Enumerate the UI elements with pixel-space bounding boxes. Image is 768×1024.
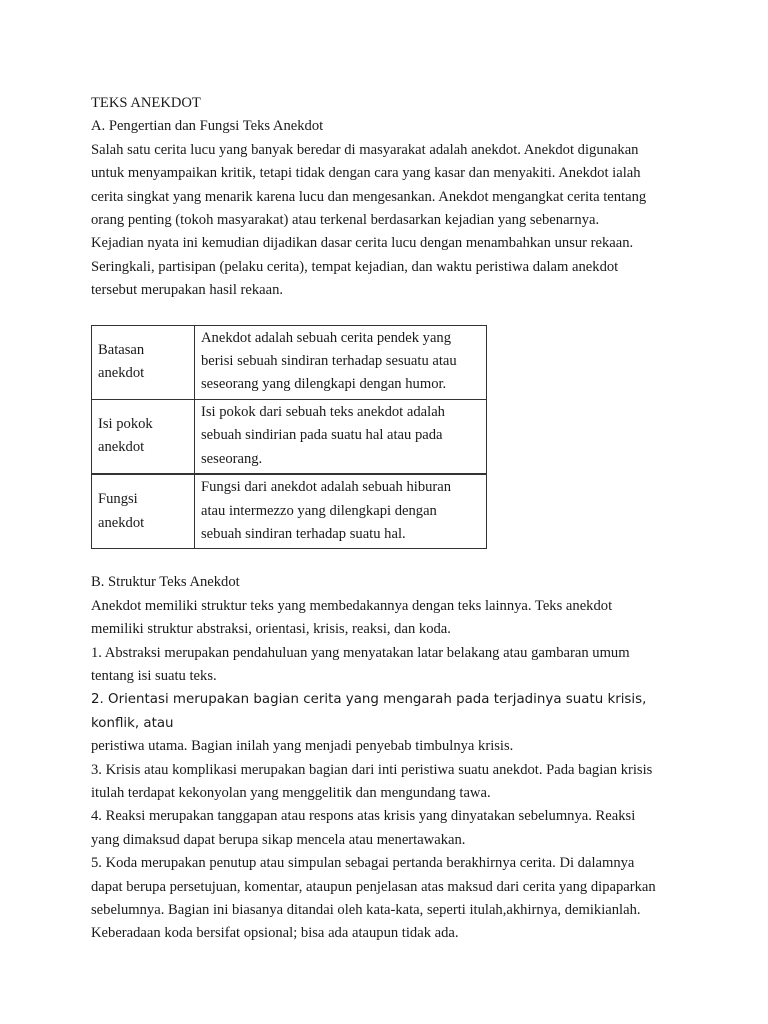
section-b-line: peristiwa utama. Bagian inilah yang menjadi penyebab timbulnya krisis. bbox=[91, 738, 514, 755]
table-row bbox=[92, 325, 487, 399]
section-b-line: 5. Koda merupakan penutup atau simpulan sebagai pertanda berakhirnya cerita. Di dalamnya bbox=[91, 855, 635, 872]
section-a-line: untuk menyampaikan kritik, tetapi tidak dengan cara yang kasar dan menyakiti. Anekdot ialah bbox=[91, 165, 641, 182]
section-b-line: memiliki struktur abstraksi, orientasi, krisis, reaksi, dan koda. bbox=[91, 621, 451, 638]
spacer bbox=[91, 549, 691, 571]
section-a-line: Kejadian nyata ini kemudian dijadikan dasar cerita lucu dengan menambahkan unsur rekaan. bbox=[91, 235, 634, 252]
table-row bbox=[92, 474, 487, 549]
section-b-line: Keberadaan koda bersifat opsional; bisa ada ataupun tidak ada. bbox=[91, 925, 459, 942]
section-b-line: tentang isi suatu teks. bbox=[91, 667, 217, 684]
table-key-line: anekdot bbox=[98, 514, 145, 531]
section-a-line: orang penting (tokoh masyarakat) atau terkenal berdasarkan kejadian yang sebenarnya. bbox=[91, 212, 600, 229]
table-value-line: seseorang. bbox=[201, 450, 263, 467]
section-b-line: Anekdot memiliki struktur teks yang membedakannya dengan teks lainnya. Teks anekdot bbox=[91, 597, 613, 614]
section-b-line: dapat berupa persetujuan, komentar, ataupun penjelasan atas maksud dari cerita yang dipaparkan bbox=[91, 878, 656, 895]
document-title: TEKS ANEKDOT bbox=[91, 95, 201, 111]
table-key-line: Fungsi bbox=[98, 491, 138, 508]
table-value-line: atau intermezzo yang dilengkapi dengan bbox=[201, 502, 437, 519]
section-a-line: cerita singkat yang menarik karena lucu dan mengesankan. Anekdot mengangkat cerita tentang bbox=[91, 188, 647, 205]
table-value-line: berisi sebuah sindiran terhadap sesuatu atau bbox=[201, 353, 457, 370]
table-key-cell bbox=[92, 325, 195, 399]
table-value-cell bbox=[195, 474, 487, 549]
section-b-line: itulah terdapat kekonyolan yang menggelitik dan mengundang tawa. bbox=[91, 784, 491, 801]
section-a-line: tersebut merupakan hasil rekaan. bbox=[91, 282, 284, 299]
document-content bbox=[91, 92, 691, 946]
section-b-line: 1. Abstraksi merupakan pendahuluan yang menyatakan latar belakang atau gambaran umum bbox=[91, 644, 630, 661]
table-key-line: anekdot bbox=[98, 439, 145, 456]
table-row bbox=[92, 399, 487, 474]
table-value-line: Anekdot adalah sebuah cerita pendek yang bbox=[201, 329, 452, 346]
table-key-line: anekdot bbox=[98, 365, 145, 382]
section-b-line: yang dimaksud dapat berupa sikap mencela atau menertawakan. bbox=[91, 831, 466, 848]
definition-table bbox=[91, 325, 487, 550]
section-b-heading: B. Struktur Teks Anekdot bbox=[91, 574, 240, 591]
table-value-line: sebuah sindirian pada suatu hal atau pada bbox=[201, 427, 443, 444]
section-b-line: 4. Reaksi merupakan tanggapan atau respons atas krisis yang dinyatakan sebelumnya. Reaksi bbox=[91, 808, 636, 825]
table-value-cell bbox=[195, 399, 487, 474]
table-value-line: sebuah sindiran terhadap suatu hal. bbox=[201, 525, 406, 542]
section-a-line: Seringkali, partisipan (pelaku cerita), tempat kejadian, dan waktu peristiwa dalam anekdot bbox=[91, 258, 619, 275]
section-a-heading: A. Pengertian dan Fungsi Teks Anekdot bbox=[91, 118, 324, 135]
section-b-line: 2. Orientasi merupakan bagian cerita yang mengarah pada terjadinya suatu krisis, konflik, atau bbox=[91, 692, 647, 731]
table-key-cell bbox=[92, 474, 195, 549]
spacer bbox=[91, 303, 691, 325]
section-b-line: 3. Krisis atau komplikasi merupakan bagian dari inti peristiwa suatu anekdot. Pada bagian krisis bbox=[91, 761, 653, 778]
table-key-cell bbox=[92, 399, 195, 474]
section-a-line: Salah satu cerita lucu yang banyak beredar di masyarakat adalah anekdot. Anekdot digunakan bbox=[91, 141, 639, 158]
section-b-line: sebelumnya. Bagian ini biasanya ditandai oleh kata-kata, seperti itulah,akhirnya, demikianlah. bbox=[91, 902, 641, 918]
table-value-cell bbox=[195, 325, 487, 399]
table-key-line: Batasan bbox=[98, 341, 145, 358]
table-value-line: seseorang yang dilengkapi dengan humor. bbox=[201, 376, 447, 393]
table-value-line: Isi pokok dari sebuah teks anekdot adalah bbox=[201, 403, 445, 420]
table-value-line: Fungsi dari anekdot adalah sebuah hiburan bbox=[201, 479, 452, 496]
table-key-line: Isi pokok bbox=[98, 416, 153, 433]
